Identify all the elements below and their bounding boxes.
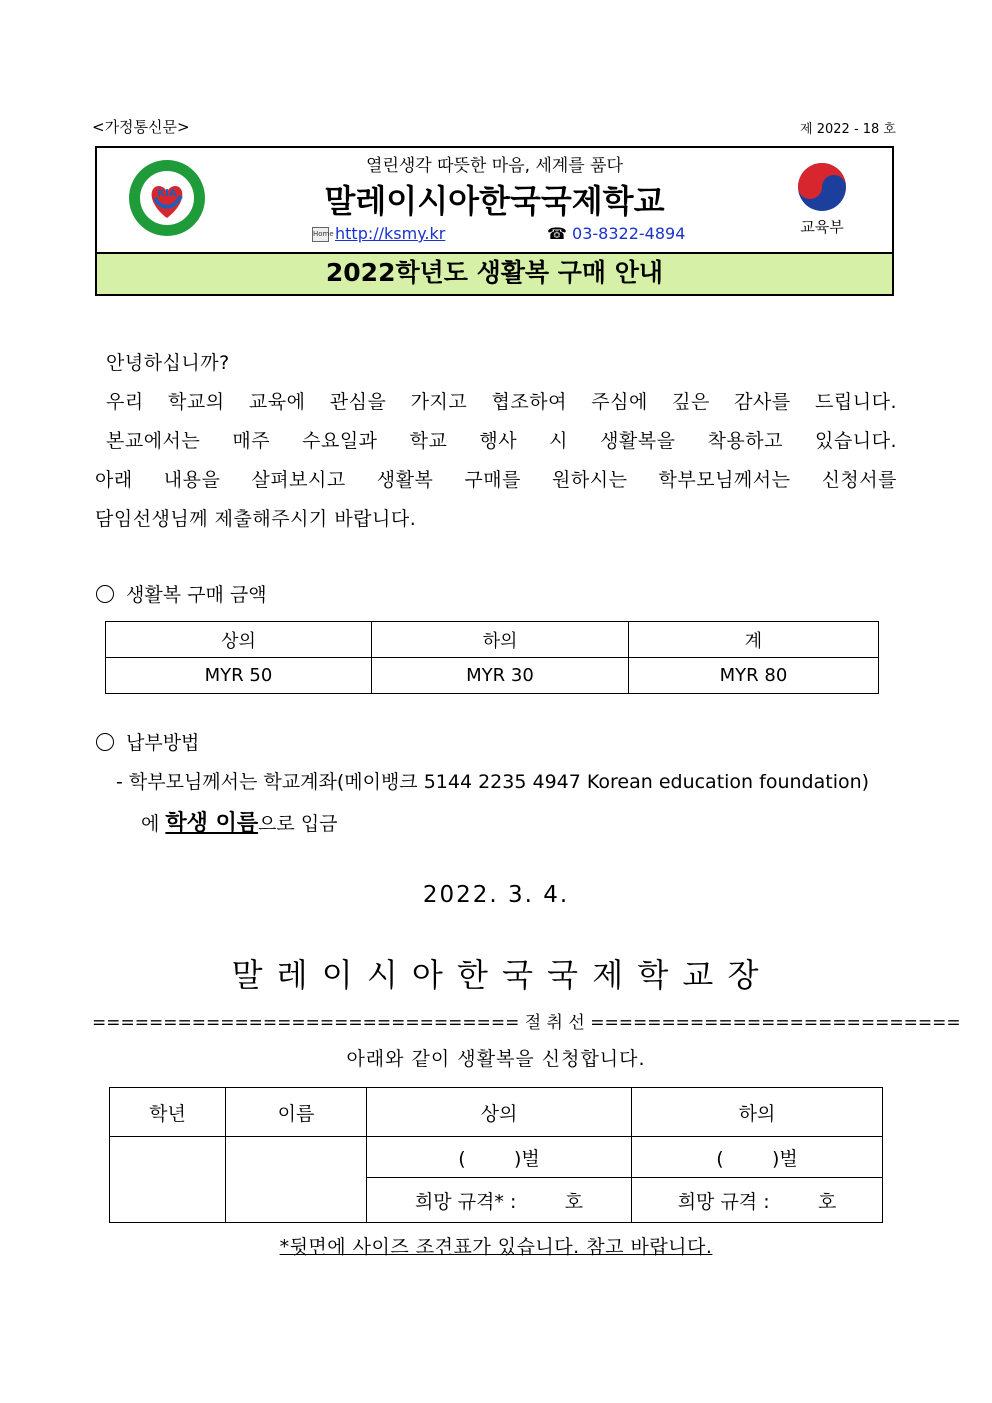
taegeuk-icon	[795, 160, 849, 214]
letterhead	[95, 146, 894, 296]
form-header-top: 상의	[367, 1088, 632, 1137]
body-line-3: 아래 내용을 살펴보시고 생활복 구매를 원하시는 학부모님께서는 신청서를	[95, 469, 897, 491]
cut-line-label: 절 취 선	[519, 1013, 591, 1033]
table-row	[106, 622, 879, 658]
payment-line-1: - 학부모님께서는 학교계좌(메이뱅크 5144 2235 4947 Korean education foundation)	[116, 771, 870, 793]
ministry-name: 교육부	[800, 218, 844, 236]
payment-suffix: 으로 입금	[258, 813, 338, 835]
price-header-bottom: 하의	[372, 622, 629, 658]
form-header-bottom: 하의	[632, 1088, 883, 1137]
greeting: 안녕하십니까?	[106, 352, 230, 374]
school-name: 말레이시아한국국제학교	[324, 182, 665, 220]
circle-bullet-icon	[96, 733, 114, 751]
top-quantity-field[interactable]: ( )벌	[367, 1137, 632, 1178]
price-table	[105, 621, 879, 694]
order-form-table	[109, 1087, 883, 1223]
phone-number	[547, 224, 685, 243]
payment-section-heading	[96, 728, 199, 755]
ministry-logo	[787, 160, 857, 250]
form-intro: 아래와 같이 생활복을 신청합니다.	[346, 1048, 646, 1070]
cut-line-left: ==============================	[92, 1013, 520, 1033]
body-line-4: 담임선생님께 제출해주시기 바랍니다.	[95, 508, 417, 530]
table-row	[110, 1137, 883, 1178]
letterhead-top	[97, 148, 892, 252]
homepage-url[interactable]: http://ksmy.kr	[335, 224, 446, 243]
price-bottom: MYR 30	[372, 658, 629, 694]
svg-text:KIA: KIA	[157, 188, 177, 199]
payment-prefix: 에	[141, 813, 166, 835]
top-size-field[interactable]: 희망 규격* : 호	[367, 1178, 632, 1223]
form-header-name: 이름	[226, 1088, 367, 1137]
price-top: MYR 50	[106, 658, 372, 694]
document-type: <가정통신문>	[92, 118, 190, 136]
issue-number: 제 2022 - 18 호	[800, 122, 896, 137]
form-header-grade: 학년	[110, 1088, 226, 1137]
principal-signature: 말 레 이 시 아 한 국 국 제 학 교 장	[231, 956, 761, 994]
cut-line	[92, 1008, 961, 1033]
grade-field[interactable]	[110, 1137, 226, 1223]
bottom-size-field[interactable]: 희망 규격 : 호	[632, 1178, 883, 1223]
name-field[interactable]	[226, 1137, 367, 1223]
size-chart-footnote: *뒷면에 사이즈 조견표가 있습니다. 참고 바랍니다.	[279, 1236, 713, 1258]
payment-heading-text: 납부방법	[126, 732, 200, 754]
phone-icon: ☎	[547, 224, 567, 243]
phone-text: 03-8322-4894	[572, 224, 686, 243]
school-motto: 열린생각 따뜻한 마음, 세계를 품다	[366, 156, 623, 176]
table-row	[110, 1088, 883, 1137]
price-header-total: 계	[629, 622, 879, 658]
circle-bullet-icon	[96, 585, 114, 603]
price-total: MYR 80	[629, 658, 879, 694]
notice-title: 2022학년도 생활복 구매 안내	[97, 252, 892, 294]
issue-date: 2022. 3. 4.	[422, 882, 570, 908]
letter-body	[95, 344, 897, 539]
student-name-emphasis: 학생 이름	[165, 811, 259, 836]
table-row	[106, 658, 879, 694]
homepage-link[interactable]	[312, 224, 445, 243]
price-header-top: 상의	[106, 622, 372, 658]
cut-line-right: ==========================	[590, 1013, 961, 1033]
price-section-heading	[96, 580, 267, 607]
payment-line-2	[141, 806, 338, 837]
body-line-2: 본교에서는 매주 수요일과 학교 행사 시 생활복을 착용하고 있습니다.	[106, 430, 897, 452]
bottom-quantity-field[interactable]: ( )벌	[632, 1137, 883, 1178]
home-icon: Home	[312, 227, 329, 242]
body-line-1: 우리 학교의 교육에 관심을 가지고 협조하여 주심에 깊은 감사를 드립니다.	[106, 391, 897, 413]
price-heading-text: 생활복 구매 금액	[126, 584, 267, 606]
